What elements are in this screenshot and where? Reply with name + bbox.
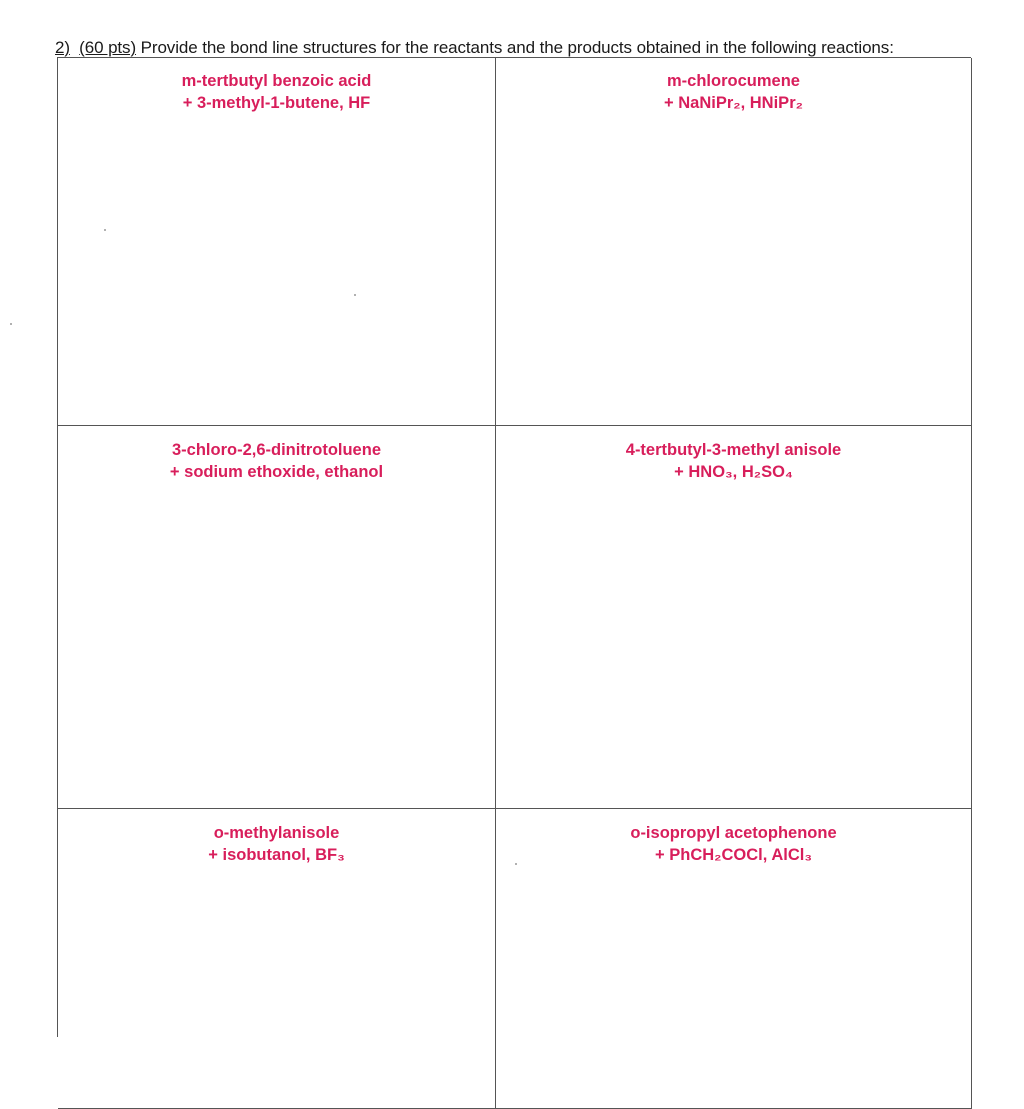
reagents: + 3-methyl-1-butene, HF: [182, 94, 371, 112]
reagents: + isobutanol, BF₃: [208, 846, 345, 864]
question-points: (60 pts): [79, 38, 137, 57]
question-number: 2): [55, 38, 70, 57]
reactant-name: 3-chloro-2,6-dinitrotoluene: [171, 441, 381, 459]
reaction-label-5: [58, 822, 495, 866]
reaction-cell-2[interactable]: [496, 58, 972, 426]
reaction-label-3: [58, 439, 495, 483]
reaction-cell-6[interactable]: [496, 809, 972, 1109]
scan-speck: [10, 323, 12, 325]
reaction-cell-4[interactable]: [496, 426, 972, 809]
reactant-name: m-tertbutyl benzoic acid: [181, 72, 372, 90]
scan-speck: [354, 294, 356, 296]
reaction-cell-5[interactable]: [58, 809, 496, 1109]
reactant-name: 4-tertbutyl-3-methyl anisole: [625, 441, 842, 459]
scan-speck: [515, 863, 517, 865]
reaction-label-2: [496, 70, 971, 114]
reaction-label-1: [58, 70, 495, 114]
reagents: + NaNiPr₂, HNiPr₂: [664, 94, 803, 112]
question-instruction: Provide the bond line structures for the reactants and the products obtained in the following reactions:: [140, 38, 894, 57]
scan-speck: [104, 229, 106, 231]
reactant-name: m-chlorocumene: [667, 72, 800, 90]
question-header: [55, 38, 894, 58]
reaction-label-6: [496, 822, 971, 866]
reaction-cell-3[interactable]: [58, 426, 496, 809]
reaction-grid: [57, 57, 971, 1037]
reagents: + HNO₃, H₂SO₄: [674, 463, 793, 481]
reactant-name: o-isopropyl acetophenone: [630, 824, 837, 842]
reactant-name: o-methylanisole: [213, 824, 340, 842]
reaction-label-4: [496, 439, 971, 483]
reaction-cell-1[interactable]: [58, 58, 496, 426]
reagents: + PhCH₂COCl, AlCl₃: [655, 846, 812, 864]
reagents: + sodium ethoxide, ethanol: [169, 463, 384, 481]
